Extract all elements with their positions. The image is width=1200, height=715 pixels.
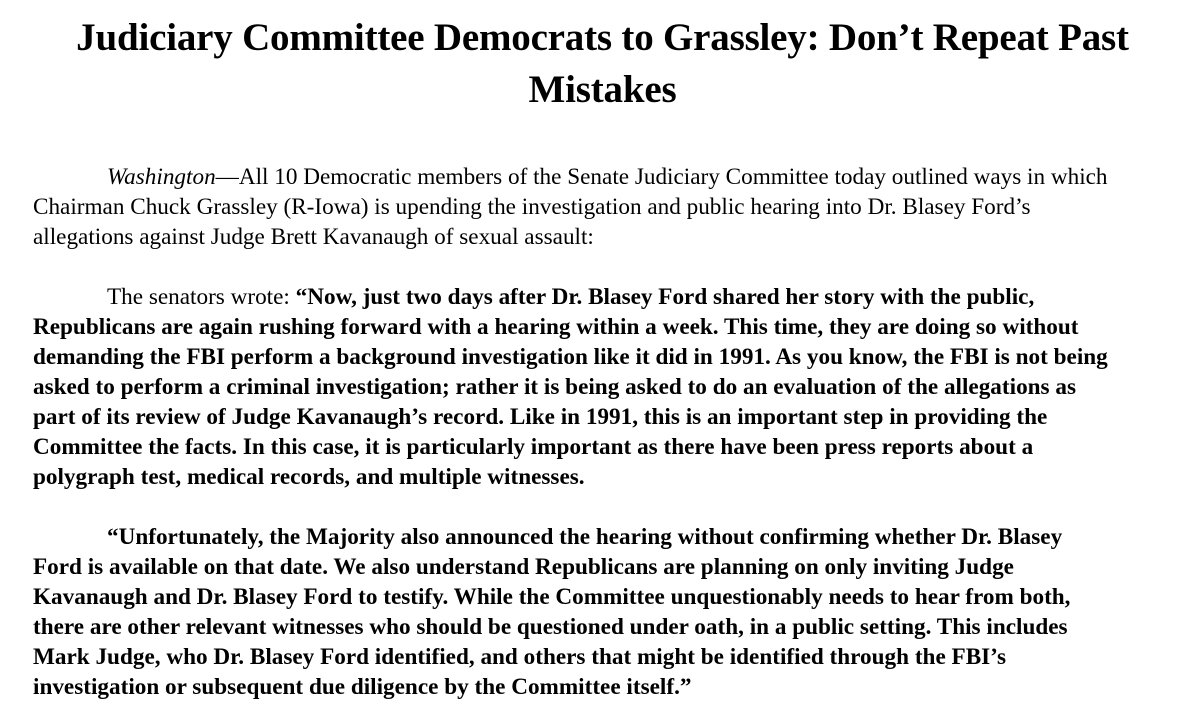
quote2-line-6: investigation or subsequent due diligence by the Committee itself.” [33, 674, 692, 700]
quote2-line-1-text: “Unfortunately, the Majority also announced the hearing without confirming whether Dr. Blasey [107, 524, 1063, 550]
quote1-line-1-text: “Now, just two days after Dr. Blasey Ford shared her story with the public, [295, 284, 1035, 310]
intro-paragraph [33, 162, 1172, 252]
quote2-line-3: Kavanaugh and Dr. Blasey Ford to testify. While the Committee unquestionably needs to hear from both, [33, 584, 1071, 610]
quote1-line-3: demanding the FBI perform a background investigation like it did in 1991. As you know, the FBI is not being [33, 344, 1108, 370]
quote1-line-1 [33, 282, 1172, 312]
quote-paragraph-1 [33, 282, 1172, 492]
quote1-line-5: part of its review of Judge Kavanaugh’s record. Like in 1991, this is an important step in providing the [33, 404, 1048, 430]
quote-paragraph-2 [33, 522, 1172, 702]
quote2-line-2: Ford is available on that date. We also understand Republicans are planning on only inviting Judge [33, 554, 1014, 580]
title-line-1: Judiciary Committee Democrats to Grassley: Don’t Repeat Past [76, 16, 1129, 59]
quote2-line-4: there are other relevant witnesses who should be questioned under oath, in a public setting. This includes [33, 614, 1068, 640]
quote1-intro: The senators wrote: [107, 284, 296, 310]
intro-line-1 [33, 162, 1172, 192]
quote2-line-5: Mark Judge, who Dr. Blasey Ford identified, and others that might be identified through the FBI’s [33, 644, 1007, 670]
page-title [33, 12, 1172, 116]
quote1-line-6: Committee the facts. In this case, it is particularly important as there have been press reports about a [33, 434, 1034, 460]
dateline: Washington [107, 164, 216, 190]
quote1-line-2: Republicans are again rushing forward with a hearing within a week. This time, they are doing so without [33, 314, 1079, 340]
quote1-line-4: asked to perform a criminal investigation; rather it is being asked to do an evaluation of the allegations as [33, 374, 1076, 400]
title-line-2: Mistakes [528, 68, 677, 111]
intro-line-3: allegations against Judge Brett Kavanaugh of sexual assault: [33, 224, 594, 250]
intro-line-2: Chairman Chuck Grassley (R-Iowa) is upending the investigation and public hearing into Dr. Blasey Ford’s [33, 194, 1031, 220]
quote1-line-7: polygraph test, medical records, and multiple witnesses. [33, 464, 585, 490]
quote2-line-1 [33, 522, 1172, 552]
intro-line-1-text: —All 10 Democratic members of the Senate Judiciary Committee today outlined ways in which [215, 164, 1108, 190]
